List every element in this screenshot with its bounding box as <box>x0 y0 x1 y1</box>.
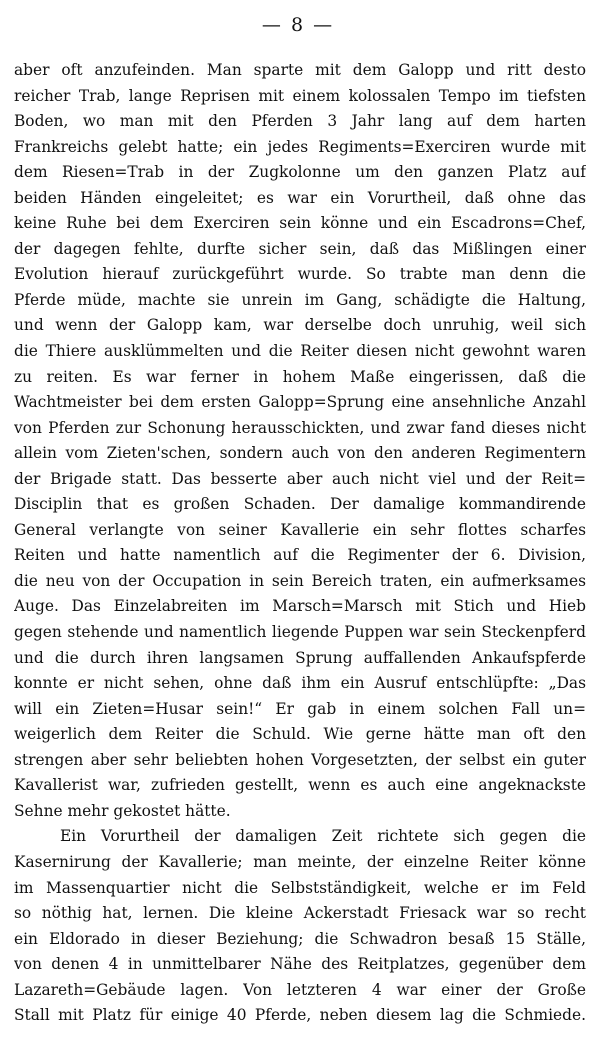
text-line: Frankreichs gelebt hatte; ein jedes Regiments=Exerciren wurde mit <box>14 137 586 156</box>
paragraph-end-line: Sehne mehr gekostet hätte. <box>14 801 231 820</box>
text-line: Lazareth=Gebäude lagen. Von letzteren 4 war einer der Große <box>14 980 586 999</box>
text-line: ein Eldorado in dieser Beziehung; die Schwadron besaß 15 Ställe, <box>14 929 586 948</box>
text-line: und wenn der Galopp kam, war derselbe doch unruhig, weil sich <box>14 316 586 335</box>
text-line: strengen aber sehr beliebten hohen Vorgesetzten, der selbst ein guter <box>14 750 586 769</box>
text-line: Evolution hierauf zurückgeführt wurde. So trabte man denn die <box>14 265 586 284</box>
text-line: beiden Händen eingeleitet; es war ein Vorurtheil, daß ohne das <box>14 188 586 207</box>
text-line: reicher Trab, lange Reprisen mit einem kolossalen Tempo im tiefsten <box>14 86 586 105</box>
text-line: konnte er nicht sehen, ohne daß ihm ein Ausruf entschlüpfte: „Das <box>14 674 586 693</box>
text-line: General verlangte von seiner Kavallerie ein sehr flottes scharfes <box>14 520 586 539</box>
text-line: Reiten und hatte namentlich auf die Regimenter der 6. Division, <box>14 546 586 565</box>
text-line: keine Ruhe bei dem Exerciren sein könne und ein Escadrons=Chef, <box>14 214 586 233</box>
text-line: weigerlich dem Reiter die Schuld. Wie gerne hätte man oft den <box>14 725 586 744</box>
text-line: und die durch ihren langsamen Sprung auffallenden Ankaufspferde <box>14 648 586 667</box>
text-line: dem Riesen=Trab in der Zugkolonne um den ganzen Platz auf <box>14 163 586 182</box>
text-line: die Thiere ausklümmelten und die Reiter diesen nicht gewohnt waren <box>14 342 586 361</box>
text-line: allein vom Zieten'schen, sondern auch von den anderen Regimentern <box>14 444 586 463</box>
text-line: gegen stehende und namentlich liegende Puppen war sein Steckenpferd <box>14 623 586 642</box>
text-line: der Brigade statt. Das besserte aber auch nicht viel und der Reit= <box>14 469 586 488</box>
text-line: der dagegen fehlte, durfte sicher sein, daß das Mißlingen einer <box>14 239 586 258</box>
text-line: Pferde müde, machte sie unrein im Gang, schädigte die Haltung, <box>14 290 586 309</box>
text-line: will ein Zieten=Husar sein!“ Er gab in einem solchen Fall un= <box>14 699 586 718</box>
text-line: Stall mit Platz für einige 40 Pferde, neben diesem lag die Schmiede. <box>14 1006 586 1025</box>
text-line: Boden, wo man mit den Pferden 3 Jahr lang auf dem harten <box>14 112 586 131</box>
text-line: zu reiten. Es war ferner in hohem Maße eingerissen, daß die <box>14 367 586 386</box>
text-line: aber oft anzufeinden. Man sparte mit dem Galopp und ritt desto <box>14 61 586 79</box>
text-line: im Massenquartier nicht die Selbstständigkeit, welche er im Feld <box>14 878 586 897</box>
text-line: Kasernirung der Kavallerie; man meinte, der einzelne Reiter könne <box>14 852 586 871</box>
text-line: so nöthig hat, lernen. Die kleine Ackerstadt Friesack war so recht <box>14 904 586 923</box>
text-line: von Pferden zur Schonung herausschickten, und zwar fand dieses nicht <box>14 418 586 437</box>
text-line: von denen 4 in unmittelbarer Nähe des Reitplatzes, gegenüber dem <box>14 955 586 974</box>
page-number: — 8 — <box>261 14 335 36</box>
text-line: Disciplin that es großen Schaden. Der damalige kommandirende <box>14 495 586 514</box>
text-line: Kavallerist war, zufrieden gestellt, wenn es auch eine angeknackste <box>14 776 586 795</box>
text-line: Wachtmeister bei dem ersten Galopp=Sprung eine ansehnliche Anzahl <box>14 393 586 412</box>
paragraph-start-line: Ein Vorurtheil der damaligen Zeit richtete sich gegen die <box>60 827 586 846</box>
body-text <box>14 58 586 1029</box>
text-line: die neu von der Occupation in sein Bereich traten, ein aufmerksames <box>14 571 586 590</box>
text-line: Auge. Das Einzelabreiten im Marsch=Marsch mit Stich und Hieb <box>14 597 586 616</box>
